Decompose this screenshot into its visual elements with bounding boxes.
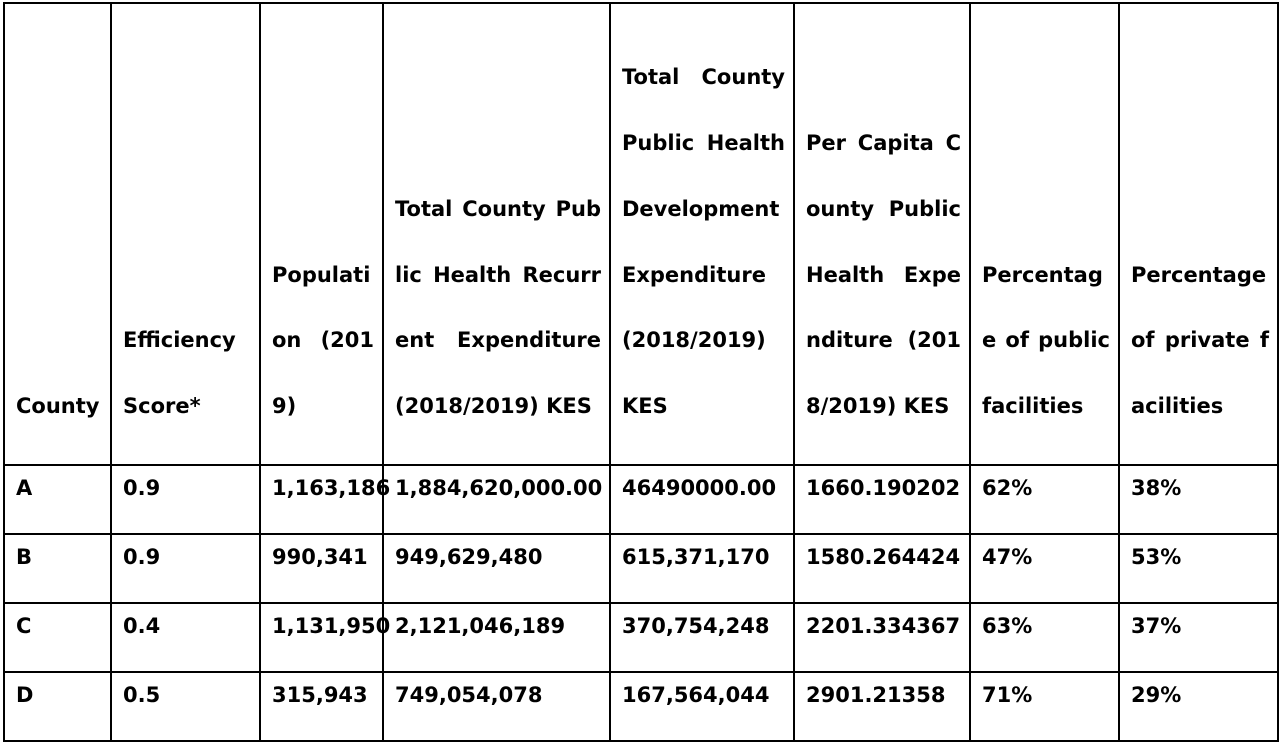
table-row	[4, 672, 1278, 741]
cell-county: B	[4, 534, 111, 603]
cell-population: 1,163,186	[260, 465, 383, 534]
cell-efficiency-score: 0.4	[111, 603, 260, 672]
cell-recurrent-expenditure: 1,884,620,000.00	[383, 465, 610, 534]
table-row	[4, 465, 1278, 534]
header-row	[4, 3, 1278, 465]
cell-efficiency-score: 0.5	[111, 672, 260, 741]
header-private-facilities: Percentage of private facilities	[1119, 3, 1278, 465]
cell-public-facilities: 62%	[970, 465, 1119, 534]
header-per-capita-expenditure: Per Capita County Public Health Expenditure (2018/2019) KES	[794, 3, 970, 465]
cell-per-capita-expenditure: 1660.190202	[794, 465, 970, 534]
table-row	[4, 534, 1278, 603]
cell-population: 990,341	[260, 534, 383, 603]
cell-private-facilities: 53%	[1119, 534, 1278, 603]
cell-population: 315,943	[260, 672, 383, 741]
cell-private-facilities: 38%	[1119, 465, 1278, 534]
cell-private-facilities: 37%	[1119, 603, 1278, 672]
county-health-expenditure-table	[3, 2, 1279, 742]
header-efficiency-score: Efficiency Score*	[111, 3, 260, 465]
cell-recurrent-expenditure: 949,629,480	[383, 534, 610, 603]
header-recurrent-expenditure: Total County Public Health Recurrent Expenditure (2018/2019) KES	[383, 3, 610, 465]
cell-per-capita-expenditure: 2901.21358	[794, 672, 970, 741]
cell-per-capita-expenditure: 1580.264424	[794, 534, 970, 603]
cell-county: A	[4, 465, 111, 534]
cell-private-facilities: 29%	[1119, 672, 1278, 741]
header-public-facilities: Percentage of public facilities	[970, 3, 1119, 465]
cell-population: 1,131,950	[260, 603, 383, 672]
cell-public-facilities: 47%	[970, 534, 1119, 603]
cell-public-facilities: 71%	[970, 672, 1119, 741]
header-population: Population (2019)	[260, 3, 383, 465]
cell-development-expenditure: 167,564,044	[610, 672, 794, 741]
cell-development-expenditure: 370,754,248	[610, 603, 794, 672]
cell-county: C	[4, 603, 111, 672]
cell-efficiency-score: 0.9	[111, 465, 260, 534]
cell-development-expenditure: 46490000.00	[610, 465, 794, 534]
header-development-expenditure: Total County Public Health Development Expenditure (2018/2019) KES	[610, 3, 794, 465]
header-county: County	[4, 3, 111, 465]
cell-development-expenditure: 615,371,170	[610, 534, 794, 603]
cell-efficiency-score: 0.9	[111, 534, 260, 603]
cell-recurrent-expenditure: 749,054,078	[383, 672, 610, 741]
cell-recurrent-expenditure: 2,121,046,189	[383, 603, 610, 672]
cell-per-capita-expenditure: 2201.334367	[794, 603, 970, 672]
cell-county: D	[4, 672, 111, 741]
table-row	[4, 603, 1278, 672]
cell-public-facilities: 63%	[970, 603, 1119, 672]
